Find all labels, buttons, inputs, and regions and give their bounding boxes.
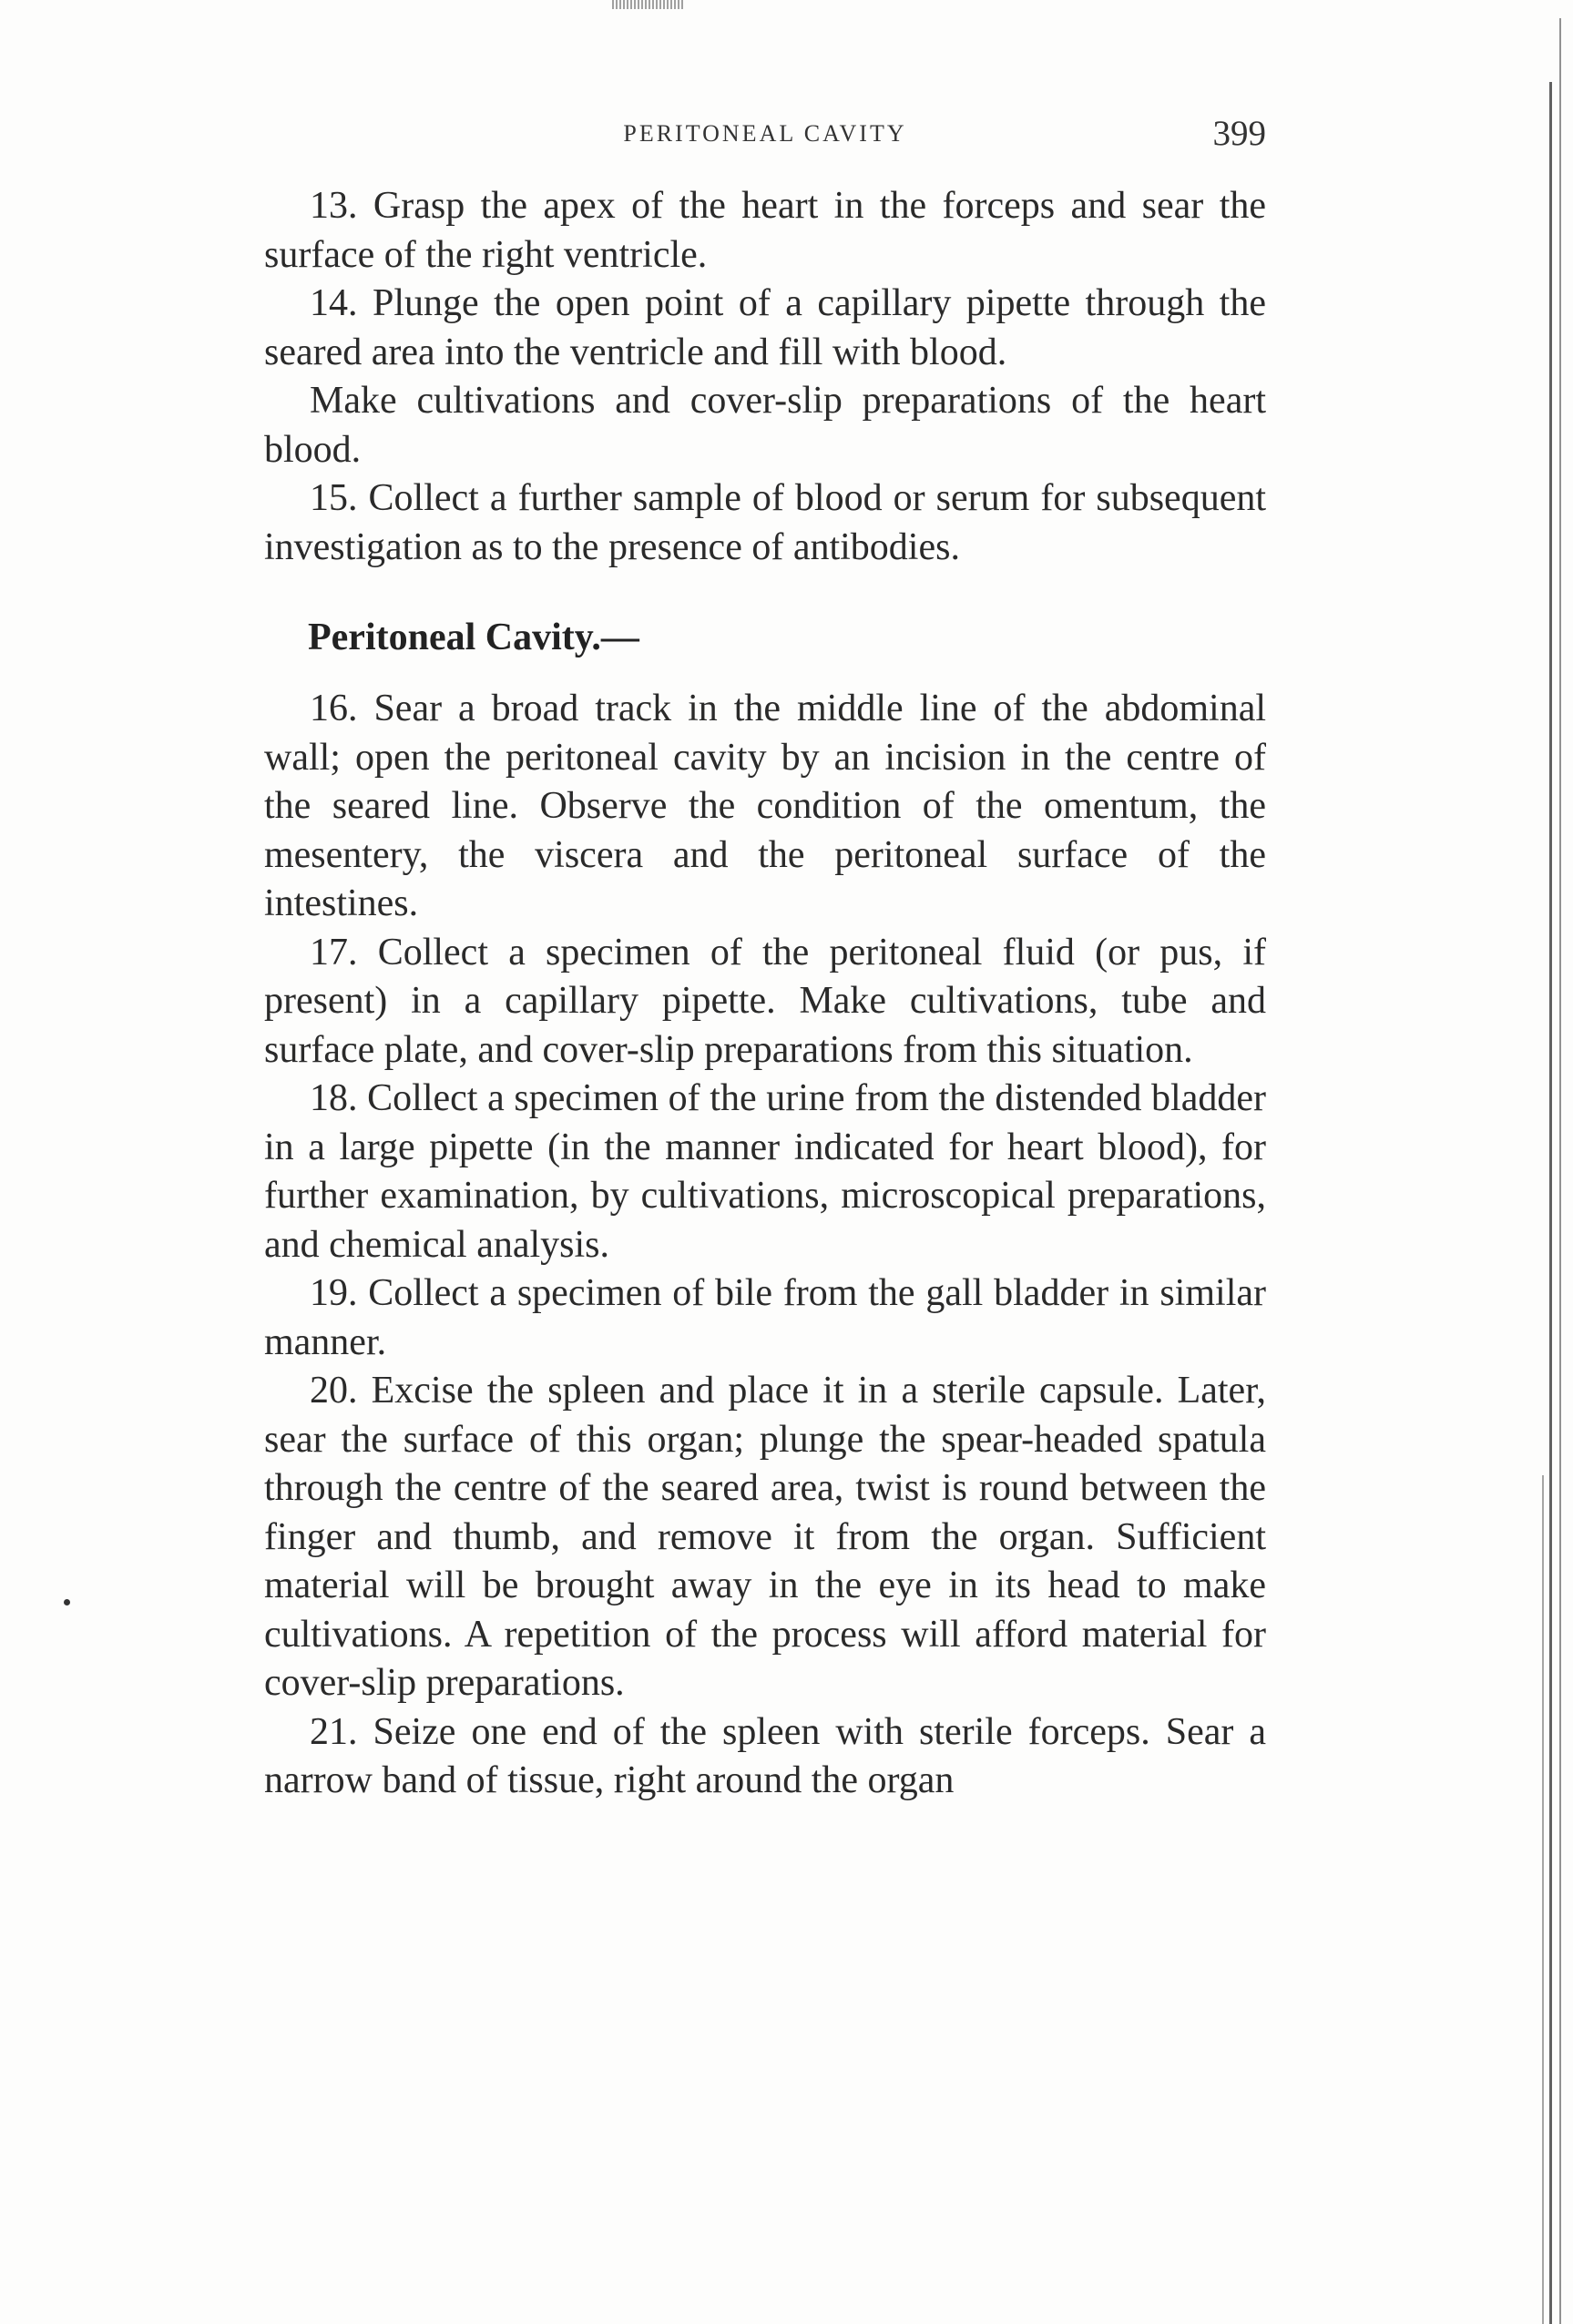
paragraph-16: 16. Sear a broad track in the middle line of the abdominal wall; open the peritoneal cavity by an incision in the centre of the seared line. Observe the condition of the omentum, the mesentery, the viscera and the peritoneal surface of the intestines. bbox=[264, 688, 1266, 924]
paragraph-14: 14. Plunge the open point of a capillary pipette through the seared area into the ventricle and fill with blood. bbox=[264, 282, 1266, 373]
scan-artifact bbox=[612, 0, 683, 9]
paragraph-20: 20. Excise the spleen and place it in a sterile capsule. Later, sear the surface of this organ; plunge the spear-headed spatula through the centre of the seared area, twist is round between the finger and thumb, and remove it from the organ. Sufficient material will be brought away in the eye in its head to make cultivations. A repetition of the process will afford material for cover-slip preparations. bbox=[264, 1370, 1266, 1704]
paragraph-17: 17. Collect a specimen of the peritoneal fluid (or pus, if present) in a capillary pipette. Make cultivations, tube and surface plate, and cover-slip preparations from this situation. bbox=[264, 931, 1266, 1071]
paragraph-21: 21. Seize one end of the spleen with sterile forceps. Sear a narrow band of tissue, right around the organ bbox=[264, 1710, 1266, 1801]
ink-speck bbox=[64, 1599, 70, 1605]
section-heading: Peritoneal Cavity.— bbox=[308, 617, 639, 658]
running-title: PERITONEAL CAVITY bbox=[623, 120, 907, 147]
page-number: 399 bbox=[1212, 114, 1266, 153]
page-edge-line bbox=[1542, 1475, 1544, 2324]
running-head bbox=[264, 109, 1266, 164]
paragraph-13: 13. Grasp the apex of the heart in the forceps and sear the surface of the right ventricle. bbox=[264, 185, 1266, 276]
paragraph-19: 19. Collect a specimen of bile from the gall bladder in similar manner. bbox=[264, 1272, 1266, 1363]
paragraph-15: 15. Collect a further sample of blood or serum for subsequent investigation as to the presence of antibodies. bbox=[264, 477, 1266, 568]
page-edge-line bbox=[1549, 82, 1552, 2324]
paragraph-heart-blood: Make cultivations and cover-slip preparations of the heart blood. bbox=[264, 380, 1266, 471]
body-text bbox=[264, 182, 1266, 1806]
page-edge-line bbox=[1559, 18, 1561, 2324]
paragraph-18: 18. Collect a specimen of the urine from the distended bladder in a large pipette (in the manner indicated for heart blood), for further examination, by cultivations, microscopical preparations, and chemical analysis. bbox=[264, 1077, 1266, 1266]
